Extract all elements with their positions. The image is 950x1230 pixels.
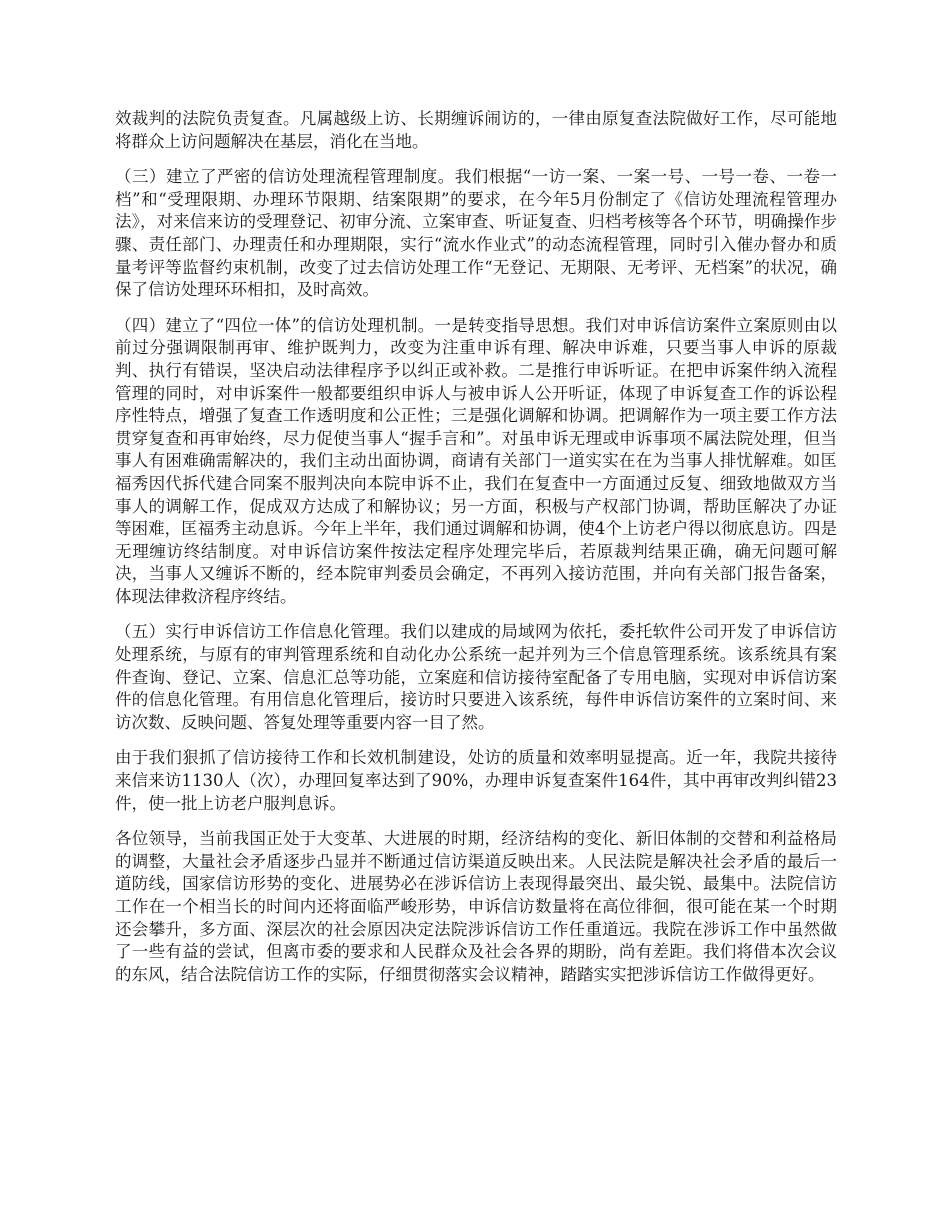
paragraph-results-summary: 由于我们狠抓了信访接待工作和长效机制建设，处访的质量和效率明显提高。近一年，我院共接待来信来访1130人（次），办理回复率达到了90%，办理申诉复查案件164件，其中再审改判纠错23件，使一批上访老户服判息诉。 (115, 748, 837, 813)
document-body (115, 108, 837, 999)
paragraph-section-five: （五）实行申诉信访工作信息化管理。我们以建成的局域网为依托，委托软件公司开发了申诉信访处理系统，与原有的审判管理系统和自动化办公系统一起并列为三个信息管理系统。该系统具有案件查询、登记、立案、信息汇总等功能，立案庭和信访接待室配备了专用电脑，实现对申诉信访案件的信息化管理。有用信息化管理后，接访时只要进入该系统，每件申诉信访案件的立案时间、来访次数、反映问题、答复处理等重要内容一目了然。 (115, 622, 837, 732)
paragraph-section-three: （三）建立了严密的信访处理流程管理制度。我们根据“一访一案、一案一号、一号一卷、一卷一档”和“受理限期、办理环节限期、结案限期”的要求，在今年5月份制定了《信访处理流程管理办法》，对来信来访的受理登记、初审分流、立案审查、听证复查、归档考核等各个环节，明确操作步骤、责任部门、办理责任和办理期限，实行“流水作业式”的动态流程管理，同时引入催办督办和质量考评等监督约束机制，改变了过去信访处理工作“无登记、无期限、无考评、无档案”的状况，确保了信访处理环环相扣，及时高效。 (115, 167, 837, 300)
paragraph-closing-remarks: 各位领导，当前我国正处于大变革、大进展的时期，经济结构的变化、新旧体制的交替和利益格局的调整，大量社会矛盾逐步凸显并不断通过信访渠道反映出来。人民法院是解决社会矛盾的最后一道防线，国家信访形势的变化、进展势必在涉诉信访上表现得最突出、最尖锐、最集中。法院信访工作在一个相当长的时间内还将面临严峻形势，申诉信访数量将在高位徘徊，很可能在某一个时期还会攀升，多方面、深层次的社会原因决定法院涉诉信访工作任重道远。我院在涉诉工作中虽然做了一些有益的尝试，但离市委的要求和人民群众及社会各界的期盼，尚有差距。我们将借本次会议的东风，结合法院信访工作的实际，仔细贯彻落实会议精神，踏踏实实把涉诉信访工作做得更好。 (115, 829, 837, 984)
paragraph-review-responsibility: 效裁判的法院负责复查。凡属越级上访、长期缠诉闹访的，一律由原复查法院做好工作，尽可能地将群众上访问题解决在基层，消化在当地。 (115, 109, 837, 151)
paragraph-section-four: （四）建立了“四位一体”的信访处理机制。一是转变指导思想。我们对申诉信访案件立案原则由以前过分强调限制再审、维护既判力，改变为注重申诉有理、解决申诉难，只要当事人申诉的原裁判、执行有错误，坚决启动法律程序予以纠正或补救。二是推行申诉听证。在把申诉案件纳入流程管理的同时，对申诉案件一般都要组织申诉人与被申诉人公开听证，体现了申诉复查工作的诉讼程序性特点，增强了复查工作透明度和公正性；三是强化调解和协调。把调解作为一项主要工作方法贯穿复查和再审始终，尽力促使当事人“握手言和”。对虽申诉无理或申诉事项不属法院处理，但当事人有困难确需解决的，我们主动出面协调，商请有关部门一道实实在在为当事人排忧解难。如匡福秀因代拆代建合同案不服判决向本院申诉不止，我们在复查中一方面通过反复、细致地做双方当事人的调解工作，促成双方达成了和解协议；另一方面，积极与产权部门协调，帮助匡解决了办证等困难，匡福秀主动息诉。今年上半年，我们通过调解和协调，使4个上访老户得以彻底息访。四是无理缠访终结制度。对申诉信访案件按法定程序处理完毕后，若原裁判结果正确，确无问题可解决，当事人又缠诉不断的，经本院审判委员会确定，不再列入接访范围，并向有关部门报告备案，体现法律救济程序终结。 (115, 315, 837, 606)
